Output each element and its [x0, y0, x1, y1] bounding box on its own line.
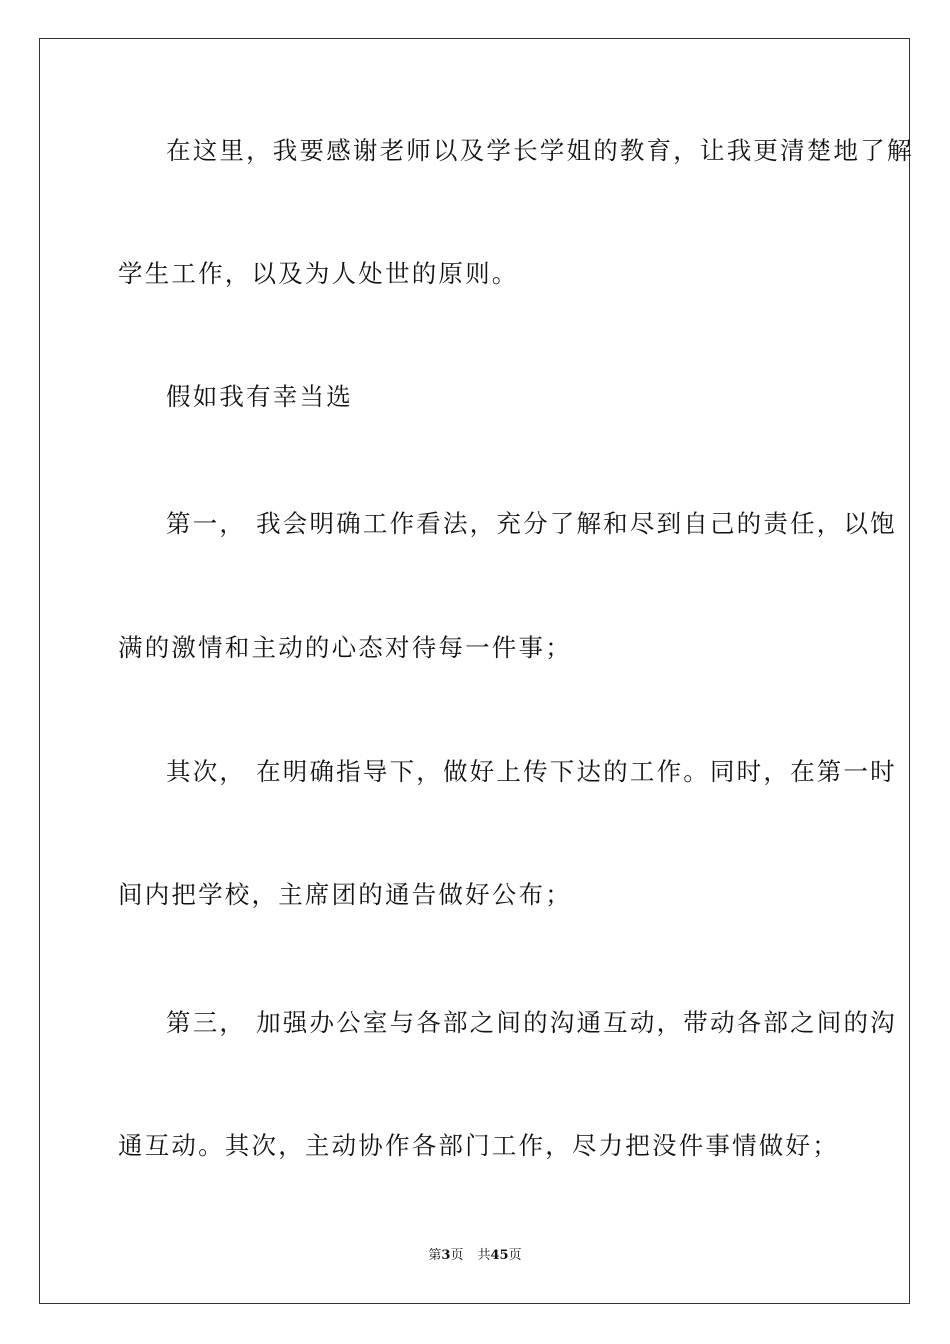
- footer-page-number: 3: [441, 1248, 451, 1263]
- paragraph-line-8: 第三， 加强办公室与各部之间的沟通互动，带动各部之间的沟: [166, 1008, 897, 1037]
- footer-total-prefix: 共: [477, 1248, 491, 1263]
- paragraph-line-9: 通互动。其次，主动协作各部门工作，尽力把没件事情做好；: [118, 1131, 839, 1160]
- page-footer: [0, 1248, 950, 1264]
- footer-page-suffix: 页: [450, 1248, 464, 1263]
- paragraph-line-3: 假如我有幸当选: [166, 382, 353, 411]
- footer-page-prefix: 第: [428, 1248, 442, 1263]
- paragraph-line-1: 在这里，我要感谢老师以及学长学姐的教育，让我更清楚地了解: [166, 136, 914, 165]
- paragraph-line-5: 满的激情和主动的心态对待每一件事；: [118, 633, 572, 662]
- paragraph-line-4: 第一， 我会明确工作看法，充分了解和尽到自己的责任，以饱: [166, 509, 897, 538]
- footer-total-suffix: 页: [508, 1248, 522, 1263]
- paragraph-line-6: 其次， 在明确指导下，做好上传下达的工作。同时，在第一时: [166, 757, 897, 786]
- paragraph-line-2: 学生工作，以及为人处世的原则。: [118, 259, 519, 288]
- footer-total-number: 45: [490, 1248, 509, 1263]
- page-border: [39, 38, 914, 1304]
- paragraph-line-7: 间内把学校，主席团的通告做好公布；: [118, 880, 572, 909]
